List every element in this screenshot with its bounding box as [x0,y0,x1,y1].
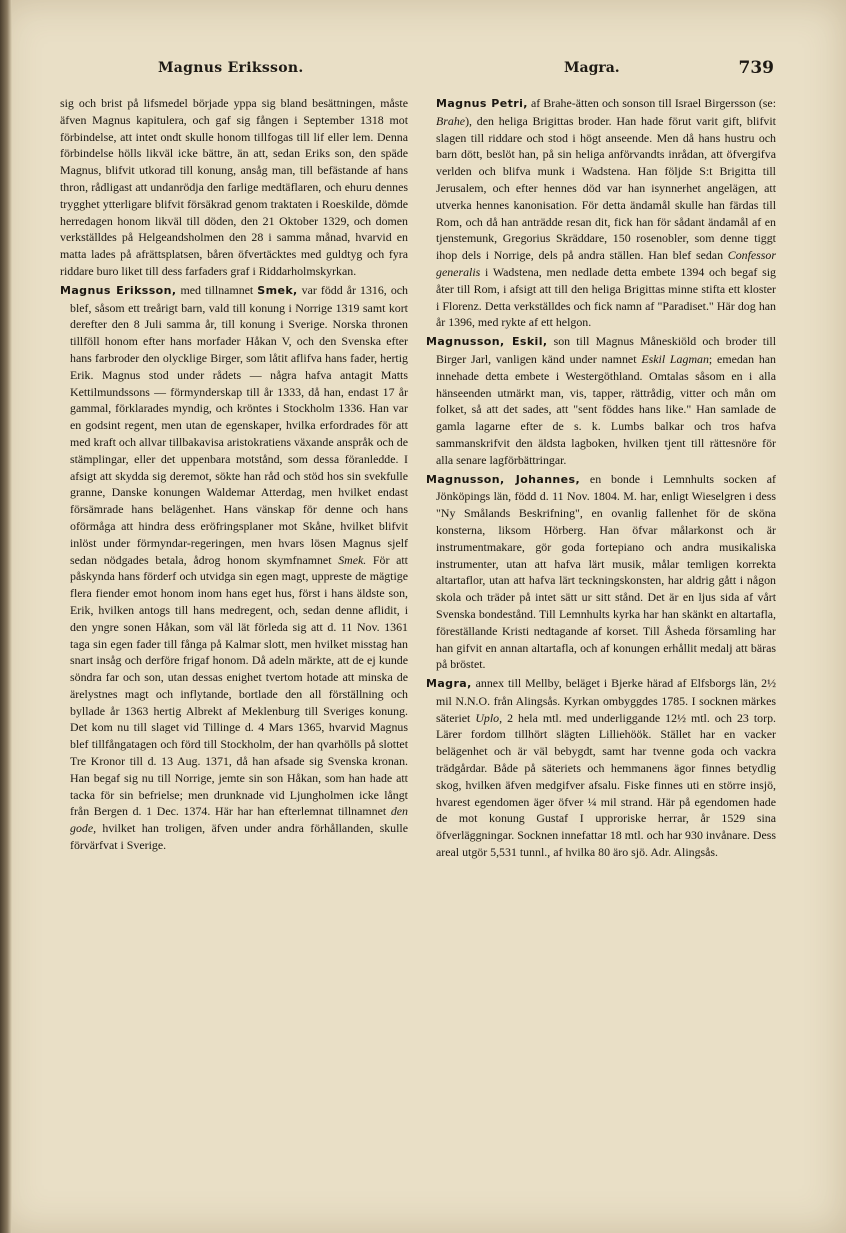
entry-magnus-eriksson [60,282,408,854]
entry-text: i Wadstena, men nedlade detta embete 1394 och begaf sig åter till Rom, i afsigt att till den heliga Brigittas minne stifta ett kloster i Florenz. Detta verkställdes och fick namn af "Paradiset." Här dog han år 1396, med rykte af ett helgon. [436,264,776,330]
entry-text: 2 hela mtl. med underliggande 12½ mtl. och 23 torp. Lärer fordom tillhört slägten Lilliehöök. Stället har en vacker belägenhet och är väl bebygdt, samt har tvenne goda och vackra trädgårdar. Både på säteriets och hemmanens ägor finnes betydlig skog, hvilken äfven medgifver afsalu. Fiske finnes uti en större insjö, hvarest egendomen äger öfver ¼ mil strand. Här på egendomen hade de mot konung Gustaf I upproriske herrar, år 1529 sina öfverläggningar. Socknen innefattar 18 mtl. och har 930 invånare. Dess areal utgör 5,531 tunnl., af hvilka 80 äro sjö. Adr. Alingsås. [436,710,776,860]
entry-text: en bonde i Lemnhults socken af Jönköpings län, född d. 11 Nov. 1804. M. har, enligt Wieselgren i dess "Ny Smålands Beskrifning", en ovanlig fallenhet för de sköna konsterna, liksom Hörberg. Han öfvar målarkonst och är instrumentmakare, gör goda fortepiano och andra musikaliska instrumenter, utan att hafva lärt musik, målar temligen korrekta altartaflor, utan att hafva lärt teckningskonsten, har aldrig gått i någon skola och träder på intet sätt ur sitt stånd. Det är en ljus sida af vårt Svenska bondestånd. Till Lemnhults kyrka har han skänkt en altartafla, föreställande Kristi nedtagande af korset. Till Åsheda församling har han gifvit en annan altartafla, och af konungen erhållit medalj att bäras på bröstet. [436,471,776,672]
entry-text: af Brahe-ätten och sonson till Israel Birgersson (se: [527,96,776,110]
entry-text: För att påskynda hans förderf och utvidga sin egen magt, uppreste de mägtige flera fiender emot honom inom hans eget hus, först i hans äldste son, Erik, hvilken antogs till hans medregent, och, sedan denne aflidit, i den yngre sonen Håkan, som väl lät förleda sig att d. 11 Nov. 1361 taga sin egen fader till fånga på Kalmar slott, men hvilket misstag han snart insåg och derföre frigaf honom. Då adeln märkte, att de ej kunde söndra far och son, utan dessas enighet tvertom hotade att minska de ärelystnes magt och inflytande, bortlade den all förställning och byllade år 1363 hertig Albrekt af Meklenburg till Sveriges konung. Det kom nu till slaget vid Tillinge d. 4 Mars 1365, hvarvid Magnus blef tillfångatagen och förd till Stockholm, der han qvarhölls på slottet Tre Kronor till d. 13 Aug. 1371, då han afsade sig Svenska kronan. Han begaf sig nu till Norrige, jemte sin son Håkan, som han hade att tacka för sin befrielse; men drunknade vid Ljungholmen icke långt från Bergen d. 1 Dec. 1374. Här har han efterlemnat tillnamnet [70,552,408,819]
headword: Magnusson, Eskil, [426,335,548,349]
headword: Magnusson, Johannes, [426,472,581,486]
italic-term: Smek. [338,552,367,567]
right-column [426,95,776,861]
italic-term: Uplo, [475,710,503,725]
entry-magra [426,675,776,861]
entry-text: annex till Mellby, beläget i Bjerke härad af Elfsborgs län, 2½ mil N.N.O. från Alingsås. Kyrkan ombyggdes 1785. I socknen märkes säteriet [436,676,776,725]
headword: Magra, [426,677,472,691]
italic-term: den gode, [70,804,408,836]
entry-magnusson-eskil [426,333,776,468]
header-left-title: Magnus Eriksson. [158,60,304,76]
entry-magnusson-johannes [426,471,776,674]
italic-term: Brahe [436,113,466,128]
italic-term: Confessor generalis [436,248,776,279]
entry-text: ), den heliga Brigittas broder. Han hade förut varit gift, blifvit slagen till riddare och stod i högt anseende. Men då hans hustru och barn dött, beslöt han, på sin heliga anförvandts inrådan, att öfvergifva verlden och blifva munk i Wadstena. Han följde S:t Brigitta till Jerusalem, och efter hennes död var han isynnerhet angelägen, att utverka hennes kanonisation. För detta ändamål skulle han färdas till Rom, och då han anträdde resan dit, fick han för sådant ändamål af en tjenstemunk, Gregorius Skräddare, 150 rosenobler, som denne tiggt ihop dels i Norrige, dels på andra ställen. Han blef sedan [436,113,776,263]
headword: Magnus Eriksson, [60,283,177,297]
headword: Magnus Petri, [436,97,528,110]
left-column [60,95,408,854]
entry-text: hvilket han troligen, äfven under andra förhållanden, skulle förvärfvat i Sverige. [70,821,408,853]
continuation-paragraph: sig och brist på lifsmedel började yppa sig bland besättningen, måste äfven Magnus kapitulera, och gaf sig fången i September 1318 mot förbindelse, att intet ondt skulle honom tillfogas till lif eller lem. Denna förbindelse hölls likväl icke bättre, än att, sedan Eriks son, den späde Magnus, blifvit utkorad till konung, ansåg man, till befästande af hans thron, rådligast att undanrödja den farlige medtäflaren, och ehuru dennes trygghet ytterligare blifvit försäkrad genom traktaten i Roeskilde, dömde herredagen honom likväl till döden, den 21 Oktober 1329, och domen verkställdes på Helgeandsholmen den 28 i samma månad, hvarvid en matta lades på afrättsplatsen, båren öfvertäcktes med guldtyg och fyra riddare buro liket till dess farfaders graf i Riddarholmskyrkan. [60,96,408,278]
italic-term: Eskil Lagman [641,351,709,366]
entry-text: var född år 1316, och blef, såsom ett treårigt barn, vald till konung i Norrige 1319 samt kort derefter den 8 Juli samma år, till konung i Sverige. Norska thronen tillföll honom efter hans morfader Håkan V, och den Svenska efter hans farbroder den olycklige Birger, som låtit aflifva hans fader, hertig Erik. Magnus stod under rådets — några hafva antagit Matts Kettilmundssons — förmynderskap till år 1333, då han, endast 17 år gammal, förklarades myndig, och kröntes i Stockholm 1336. Han var en godsint regent, men utan de egenskaper, hvilka erfordrades för att med kraft och allvar tillbakavisa aristokratiens växande anspråk och de stämplingar, eller det uppenbara motstånd, som dessa föranledde. I afsigt att skydda sig deremot, sökte han råd och stöd hos sin svekfulle granne, Danske konungen Waldemar Atterdag, men hvilket endast försämrade hans belägenhet. Hans vänskap för denne och hans oförmåga att hindra dess eröfringsplaner mot Skåne, hvilket blifvit inlöst under förmyndar-regeringen, men hvars lösen Magnus sjelf sedan nödgades betala, ådrog honom skymfnamnet [70,282,408,567]
header-right-title: Magra. [564,60,620,76]
entry-magnus-petri [426,95,776,331]
page-binding-edge [0,0,12,1233]
epithet: Smek, [257,283,298,297]
entry-text: son till Magnus Måneskiöld och broder till Birger Jarl, vanligen känd under namnet [436,334,777,366]
entry-text: ; emedan han innehade detta embete i Westergöthland. Omtalas såsom en i alla hänseenden utmärkt man, vis, tapper, rättrådig, vitter och mån om folket, så att det sades, att "sent föddes hans like." Han samlade de gamla lagarne efter de s. k. Lumbs balkar och tros hafva sammanskrifvit den äldsta lagboken, hvilken tjent till rättesnöre för alla senare lagförbättringar. [436,351,776,467]
entry-text: med tillnamnet [176,282,258,297]
running-header [30,60,826,84]
page-number: 739 [738,58,774,78]
